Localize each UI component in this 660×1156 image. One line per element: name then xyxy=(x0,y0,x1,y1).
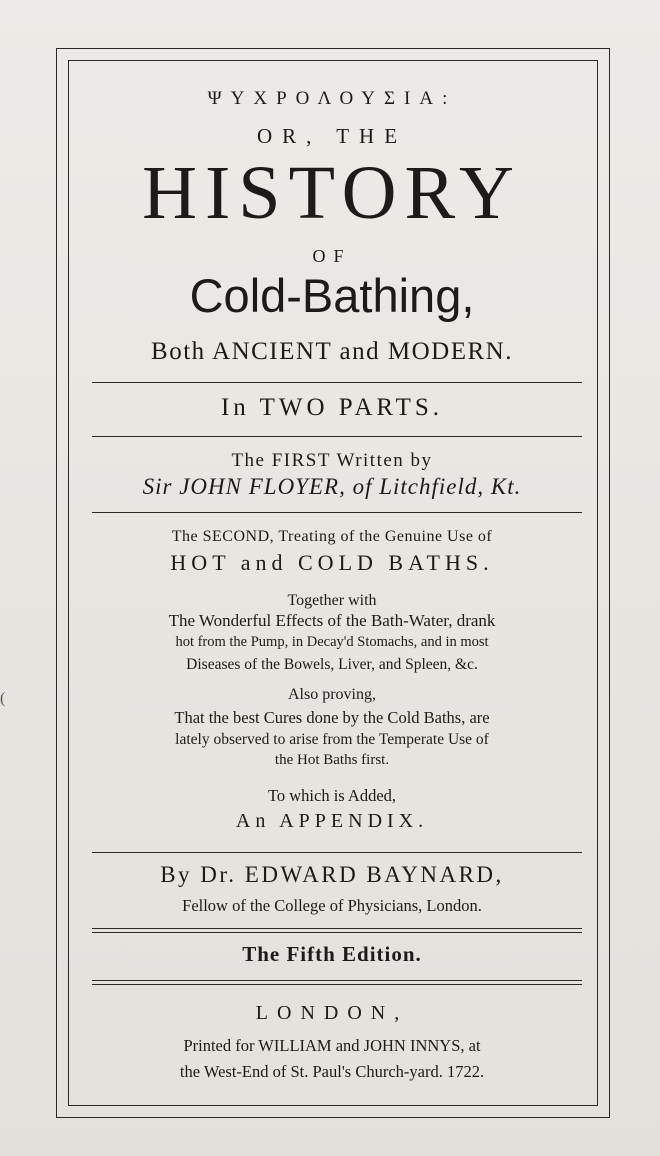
edition-line: The Fifth Edition. xyxy=(242,942,422,966)
imprint-line2: the West-End of St. Paul's Church-yard. 1722. xyxy=(179,1062,485,1081)
also-line2: lately observed to arise from the Temperate Use of xyxy=(175,731,489,748)
together-line1: The Wonderful Effects of the Bath-Water, drank xyxy=(168,611,496,630)
rule xyxy=(92,928,582,929)
author-line1: By Dr. EDWARD BAYNARD, xyxy=(160,862,504,887)
second-part-line1: The SECOND, Treating of the Genuine Use of xyxy=(171,528,493,545)
together-heading: Together with xyxy=(287,592,377,609)
rule xyxy=(92,852,582,853)
imprint-line1: Printed for WILLIAM and JOHN INNYS, at xyxy=(183,1036,481,1055)
of-line: OF xyxy=(312,246,352,266)
also-heading: Also proving, xyxy=(288,686,376,703)
rule xyxy=(92,382,582,383)
two-parts: In TWO PARTS. xyxy=(220,394,444,421)
rule xyxy=(92,932,582,933)
imprint-city: LONDON, xyxy=(255,1002,409,1024)
or-the: OR, THE xyxy=(256,124,408,148)
also-line1: That the best Cures done by the Cold Baths, are xyxy=(174,708,490,727)
rule xyxy=(92,512,582,513)
first-part-line2: Sir JOHN FLOYER, of Litchfield, Kt. xyxy=(142,474,522,499)
margin-mark: ( xyxy=(0,690,6,707)
rule xyxy=(92,436,582,437)
together-line2: hot from the Pump, in Decay'd Stomachs, and in most xyxy=(175,634,489,650)
added-line1: To which is Added, xyxy=(267,786,397,805)
together-line3: Diseases of the Bowels, Liver, and Spleen, &c. xyxy=(186,656,478,673)
history-heading: HISTORY xyxy=(142,151,522,235)
rule xyxy=(92,980,582,981)
first-part-line1: The FIRST Written by xyxy=(231,450,433,471)
also-line3: the Hot Baths first. xyxy=(274,752,390,768)
ancient-modern: Both ANCIENT and MODERN. xyxy=(151,338,513,365)
greek-title: ΨΥΧΡΟΛΟΥΣΙΑ: xyxy=(207,88,457,109)
rule xyxy=(92,984,582,985)
second-part-line2: HOT and COLD BATHS. xyxy=(170,550,494,575)
appendix-line: An APPENDIX. xyxy=(235,810,429,832)
cold-bathing-heading: Cold-Bathing, xyxy=(189,269,475,322)
author-line2: Fellow of the College of Physicians, London. xyxy=(182,896,482,915)
